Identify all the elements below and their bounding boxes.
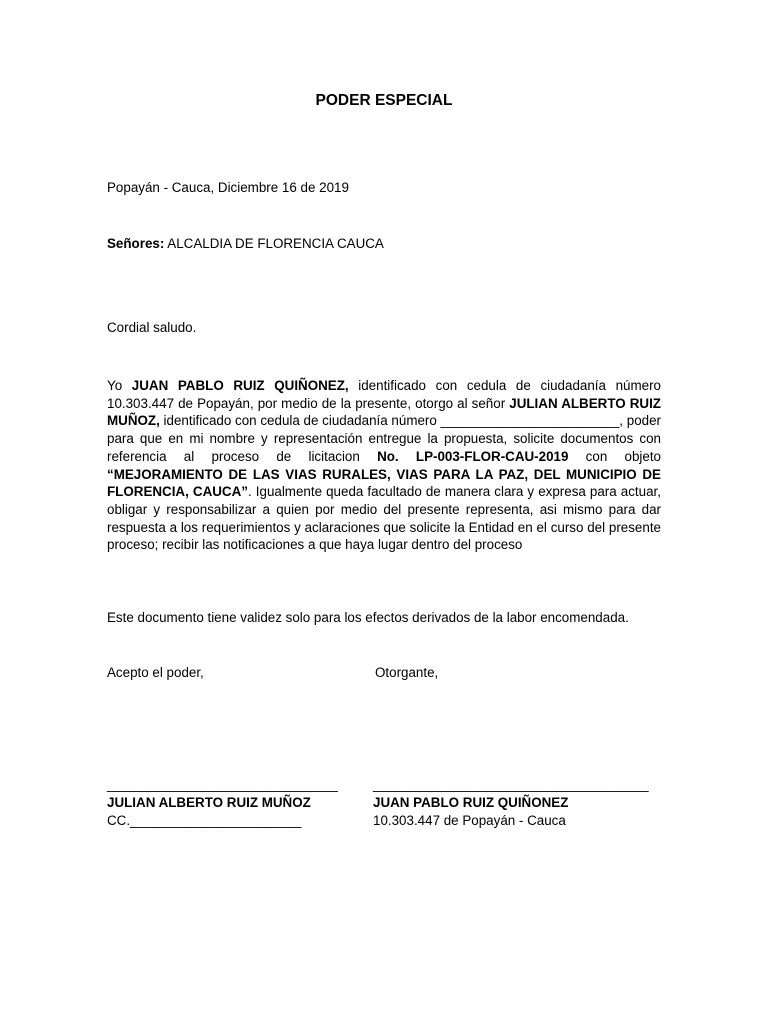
body-text-3: identificado con cedula de ciudadanía número ________________________, poder para que en mi nombre y representación entregue la propuesta, solicite documentos con referencia al proceso de licitacion: [107, 413, 661, 464]
signature-id: 10.303.447 de Popayán - Cauca: [373, 813, 566, 828]
greeting: Cordial saludo.: [107, 320, 197, 335]
body-text-4: con objeto: [568, 448, 661, 464]
validity-statement: Este documento tiene validez solo para los efectos derivados de la labor encomendada.: [107, 610, 629, 625]
document-title: PODER ESPECIAL: [315, 92, 453, 109]
signature-line: _____________________________________: [373, 777, 649, 792]
signature-name: JULIAN ALBERTO RUIZ MUÑOZ: [107, 795, 311, 810]
accept-label: Acepto el poder,: [107, 665, 204, 680]
contract-object: “MEJORAMIENTO DE LAS VIAS RURALES, VIAS PARA LA PAZ, DEL MUNICIPIO DE FLORENCIA, CAUCA”: [107, 466, 661, 500]
body-text-5: . Igualmente queda facultado de manera clara y expresa para actuar, obligar y responsabilizar a quien por medio del presente representa, asi mismo para dar respuesta a los requerimientos y aclaraciones que solicite la Entidad en el curso del presente proceso; recibir las notificaciones a que haya lugar dentro del proceso: [107, 484, 661, 553]
process-number: No. LP-003-FLOR-CAU-2019: [377, 448, 569, 464]
signature-block-grantor: [373, 776, 649, 830]
attorney-name: JULIAN ALBERTO RUIZ MUÑOZ,: [107, 395, 661, 429]
recipient-line: [107, 236, 384, 251]
recipient-name: ALCALDIA DE FLORENCIA CAUCA: [164, 236, 384, 251]
body-paragraph: [107, 377, 661, 554]
body-text-2: identificado con cedula de ciudadanía número 10.303.447 de Popayán, por medio de la presente, otorgo al señor: [107, 378, 661, 411]
signature-id: CC._______________________: [107, 813, 302, 828]
body-text-1: Yo: [107, 378, 132, 393]
grantor-name: JUAN PABLO RUIZ QUIÑONEZ,: [131, 378, 349, 393]
recipient-label: Señores:: [107, 236, 165, 251]
grantor-label: Otorgante,: [375, 665, 439, 680]
signature-block-attorney: [107, 776, 338, 830]
place-date: Popayán - Cauca, Diciembre 16 de 2019: [107, 180, 349, 195]
signature-name: JUAN PABLO RUIZ QUIÑONEZ: [373, 795, 569, 810]
signature-line: _______________________________: [107, 777, 338, 792]
